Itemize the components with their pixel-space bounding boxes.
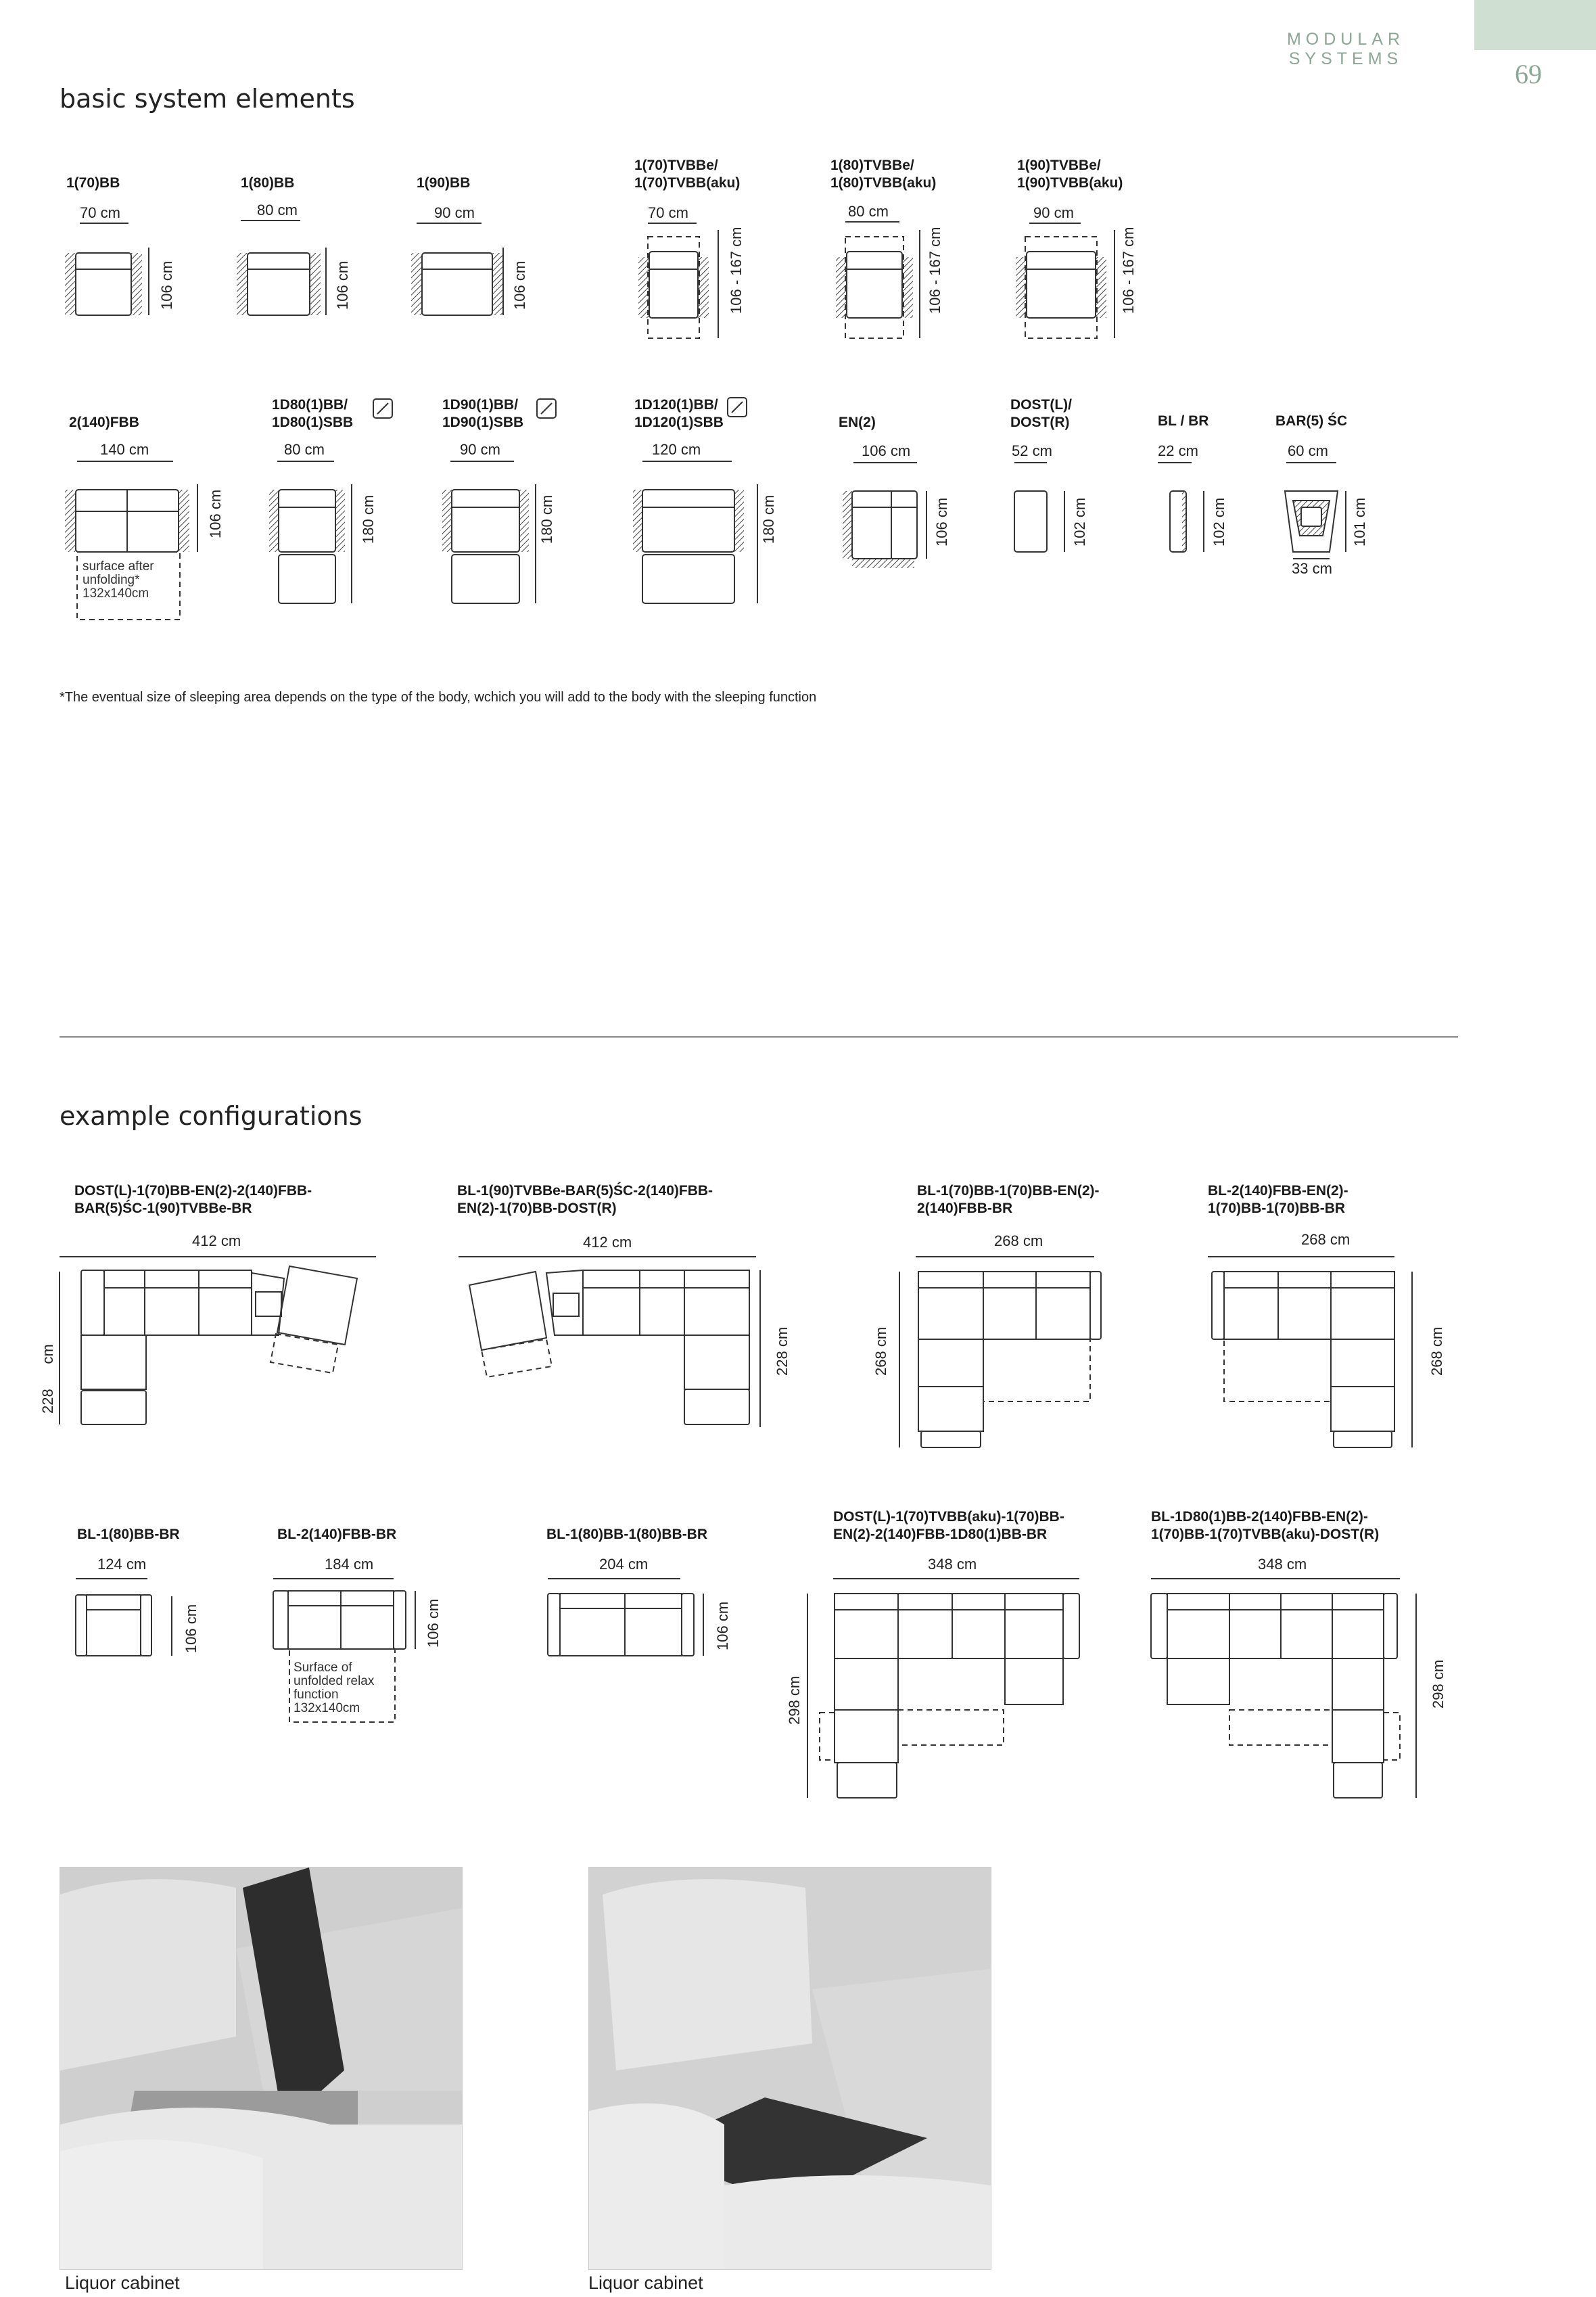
width-dimension: 124 cm: [97, 1556, 147, 1573]
configuration-label: BL-1(80)BB-BR: [77, 1527, 180, 1542]
width-dimension: 80 cm: [284, 441, 325, 458]
element-label: 2(140)FBB: [69, 415, 139, 430]
depth-dimension: 298 cm: [786, 1675, 803, 1725]
element-label: BL / BR: [1158, 413, 1209, 429]
depth-dimension: 228 cm: [39, 1344, 56, 1414]
depth-dimension: 106 cm: [183, 1604, 200, 1653]
depth-dimension: 106 cm: [158, 260, 175, 310]
element-label: BAR(5) ŚC: [1275, 413, 1348, 429]
bottom-width-dimension: 33 cm: [1292, 560, 1332, 577]
depth-dimension: 268 cm: [872, 1326, 889, 1376]
width-dimension: 80 cm: [257, 202, 298, 218]
depth-dimension: 180 cm: [538, 494, 555, 544]
photo-caption: Liquor cabinet: [588, 2273, 703, 2293]
relax-surface-note: Surface of unfolded relax function 132x140cm: [294, 1661, 375, 1715]
element-label: 1D90(1)BB/ 1D90(1)SBB: [442, 397, 524, 430]
width-dimension: 140 cm: [100, 441, 149, 458]
element-label: 1(80)TVBBe/ 1(80)TVBB(aku): [830, 158, 937, 191]
depth-dimension: 180 cm: [760, 494, 777, 544]
width-dimension: 204 cm: [599, 1556, 649, 1573]
configuration-label: BL-2(140)FBB-EN(2)- 1(70)BB-1(70)BB-BR: [1208, 1183, 1348, 1216]
configuration-label: BL-2(140)FBB-BR: [277, 1527, 397, 1542]
width-dimension: 268 cm: [994, 1232, 1043, 1249]
depth-dimension: 106 cm: [714, 1601, 731, 1650]
photo-caption: Liquor cabinet: [65, 2273, 180, 2293]
footnote: *The eventual size of sleeping area depends on the type of the body, wchich you will add to the body with the sleeping function: [60, 690, 817, 705]
depth-dimension: 180 cm: [360, 494, 377, 544]
configuration-label: DOST(L)-1(70)BB-EN(2)-2(140)FBB- BAR(5)ŚC-1(90)TVBBe-BR: [74, 1183, 312, 1216]
depth-dimension: 101 cm: [1351, 497, 1368, 547]
depth-dimension: 228 cm: [774, 1326, 791, 1376]
width-dimension: 60 cm: [1288, 442, 1328, 459]
depth-dimension: 106 cm: [334, 260, 351, 310]
configuration-label: BL-1(70)BB-1(70)BB-EN(2)- 2(140)FBB-BR: [917, 1183, 1100, 1216]
surface-after-unfolding-note: surface after unfolding* 132x140cm: [83, 559, 154, 601]
liquor-cabinet-photo-open: [60, 1867, 463, 2270]
section-divider: [60, 1036, 1458, 1038]
row1-drawings: [0, 0, 1596, 379]
configuration-label: BL-1D80(1)BB-2(140)FBB-EN(2)- 1(70)BB-1(70)TVBB(aku)-DOST(R): [1151, 1509, 1380, 1542]
depth-dimension: 102 cm: [1071, 497, 1088, 547]
depth-dimension: 106 - 167 cm: [926, 227, 943, 314]
element-label: 1(70)BB: [66, 175, 120, 191]
width-dimension: 70 cm: [80, 204, 120, 221]
configuration-label: DOST(L)-1(70)TVBB(aku)-1(70)BB- EN(2)-2(140)FBB-1D80(1)BB-BR: [833, 1509, 1064, 1542]
width-dimension: 412 cm: [192, 1232, 241, 1249]
width-dimension: 90 cm: [1033, 204, 1074, 221]
example-configurations-title: example configurations: [60, 1101, 362, 1131]
width-dimension: 120 cm: [652, 441, 701, 458]
element-label: 1(90)BB: [417, 175, 471, 191]
width-dimension: 90 cm: [434, 204, 475, 221]
example-row2-drawings: [0, 1556, 1596, 1813]
element-label: 1D80(1)BB/ 1D80(1)SBB: [272, 397, 354, 430]
configuration-label: BL-1(80)BB-1(80)BB-BR: [546, 1527, 708, 1542]
page-number: 69: [1515, 59, 1542, 89]
width-dimension: 184 cm: [325, 1556, 374, 1573]
width-dimension: 70 cm: [648, 204, 688, 221]
example-row1-drawings: [0, 1217, 1596, 1475]
depth-dimension: 106 - 167 cm: [728, 227, 745, 314]
width-dimension: 52 cm: [1012, 442, 1052, 459]
liquor-cabinet-photo-tray: [588, 1867, 991, 2270]
depth-dimension: 106 cm: [511, 260, 528, 310]
row2-drawings: [0, 379, 1596, 636]
basic-elements-title: basic system elements: [60, 84, 355, 114]
depth-dimension: 106 cm: [207, 489, 224, 538]
depth-dimension: 106 cm: [933, 497, 950, 547]
element-label: 1(90)TVBBe/ 1(90)TVBB(aku): [1017, 158, 1123, 191]
depth-dimension: 298 cm: [1430, 1659, 1447, 1709]
width-dimension: 348 cm: [1258, 1556, 1307, 1573]
depth-dimension: 106 - 167 cm: [1120, 227, 1137, 314]
section-header: MODULAR SYSTEMS: [1286, 30, 1405, 68]
element-label: 1(80)BB: [241, 175, 295, 191]
width-dimension: 268 cm: [1301, 1231, 1351, 1248]
configuration-label: BL-1(90)TVBBe-BAR(5)ŚC-2(140)FBB- EN(2)-1(70)BB-DOST(R): [457, 1183, 713, 1216]
depth-dimension: 268 cm: [1428, 1326, 1445, 1376]
width-dimension: 106 cm: [862, 442, 911, 459]
element-label: DOST(L)/ DOST(R): [1010, 397, 1072, 430]
width-dimension: 22 cm: [1158, 442, 1198, 459]
element-label: 1(70)TVBBe/ 1(70)TVBB(aku): [634, 158, 741, 191]
element-label: EN(2): [839, 415, 876, 430]
width-dimension: 412 cm: [583, 1234, 632, 1251]
element-label: 1D120(1)BB/ 1D120(1)SBB: [634, 397, 724, 430]
width-dimension: 90 cm: [460, 441, 500, 458]
width-dimension: 80 cm: [848, 203, 889, 220]
width-dimension: 348 cm: [928, 1556, 977, 1573]
depth-dimension: 106 cm: [425, 1598, 442, 1648]
depth-dimension: 102 cm: [1211, 497, 1227, 547]
